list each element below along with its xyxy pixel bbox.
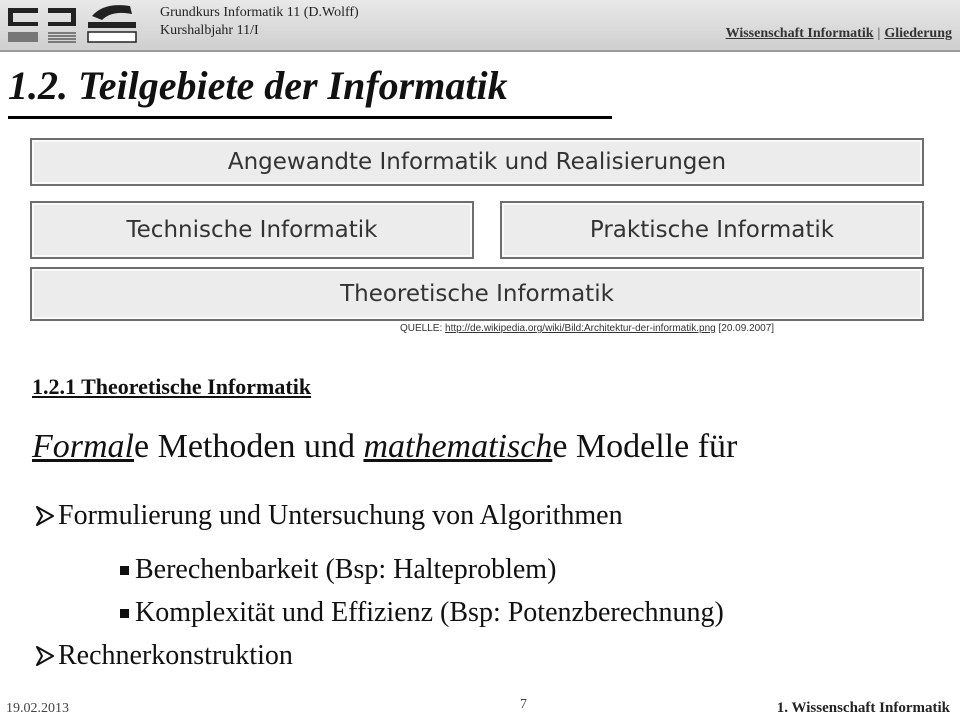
source-prefix: QUELLE:: [400, 323, 446, 334]
sub-bullet-computability: Berechenbarkeit (Bsp: Halteproblem): [135, 554, 557, 585]
lead-emph-mathematisch: mathematisch: [363, 428, 553, 465]
list-item: [120, 554, 556, 586]
slide-header: [0, 0, 960, 52]
diagram-box-applied: Angewandte Informatik und Realisierungen: [30, 138, 924, 186]
bullet-text-algorithms: Formulierung und Untersuchung von Algorithmen: [58, 500, 623, 531]
source-date: [20.09.2007]: [715, 323, 775, 334]
source-link[interactable]: http://de.wikipedia.org/wiki/Bild:Architektur-der-informatik.png: [445, 323, 716, 334]
section-heading: 1.2.1 Theoretische Informatik: [32, 374, 312, 399]
list-item: [36, 640, 293, 672]
nav-link-wissenschaft-informatik[interactable]: Wissenschaft Informatik: [725, 26, 874, 41]
image-source: [400, 323, 774, 334]
square-bullet-icon: [120, 609, 129, 618]
square-bullet-icon: [120, 566, 129, 575]
diagram-box-practical: Praktische Informatik: [500, 201, 924, 259]
sub-bullet-complexity: Komplexität und Effizienz (Bsp: Potenzberechnung): [135, 597, 724, 628]
lead-text-2: e Modelle für: [552, 428, 738, 465]
page-title: 1.2. Teilgebiete der Informatik: [8, 63, 508, 108]
footer-date: 19.02.2013: [6, 701, 69, 716]
bullet-text-computer-construction: Rechnerkonstruktion: [58, 640, 293, 671]
nav-link-gliederung[interactable]: Gliederung: [884, 26, 952, 41]
title-underline: [8, 116, 612, 119]
list-item: [36, 500, 623, 532]
arrow-bullet-icon: [36, 646, 54, 666]
course-title: Grundkurs Informatik 11 (D.Wolff): [160, 5, 359, 20]
footer-section-title: 1. Wissenschaft Informatik: [776, 700, 950, 716]
header-nav: [726, 26, 952, 42]
lead-sentence: [32, 428, 737, 466]
lead-text-1: e Methoden und: [134, 428, 364, 465]
diagram-box-technical: Technische Informatik: [30, 201, 474, 259]
lead-emph-formal: Formal: [32, 428, 134, 465]
footer-page-number: 7: [520, 697, 527, 712]
diagram-box-theoretical: Theoretische Informatik: [30, 267, 924, 321]
course-info: [160, 4, 359, 40]
list-item: [120, 597, 724, 629]
nav-separator: |: [877, 26, 881, 41]
arrow-bullet-icon: [36, 506, 54, 526]
course-term: Kurshalbjahr 11/I: [160, 23, 259, 38]
gdc-logo: [4, 2, 144, 48]
